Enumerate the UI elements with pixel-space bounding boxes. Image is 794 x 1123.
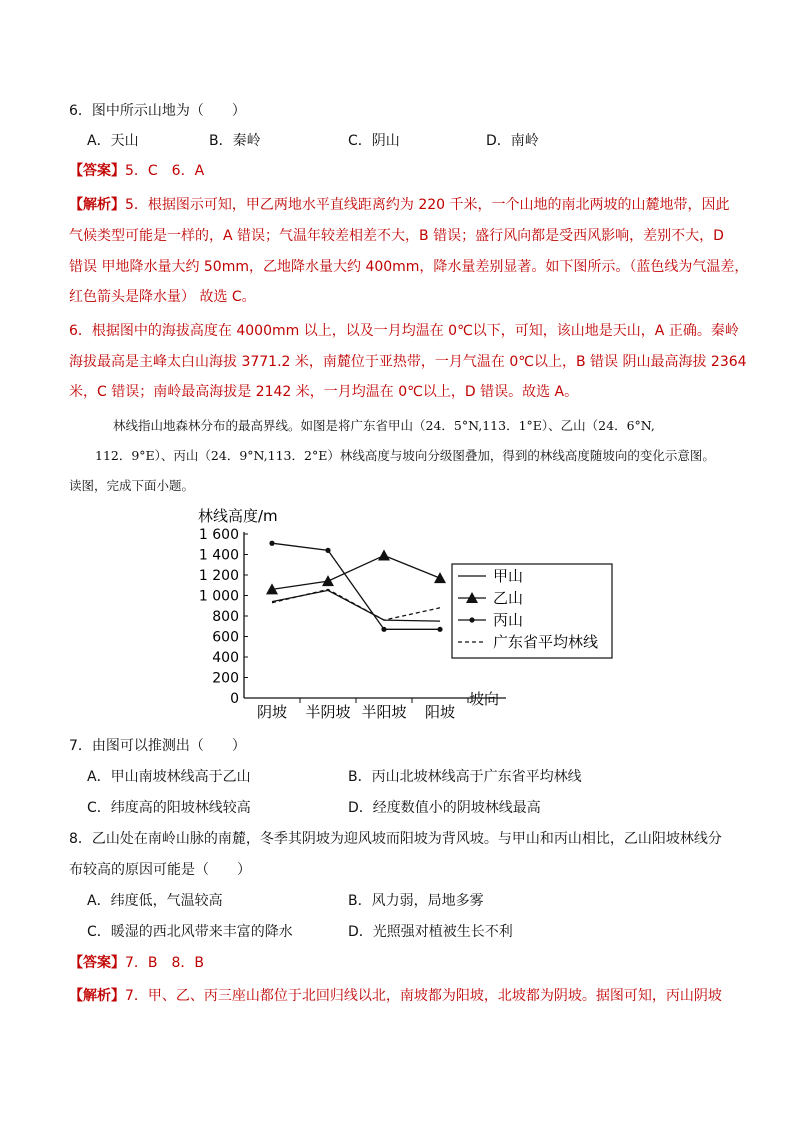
x-tick-label: 阴坡	[256, 703, 288, 721]
y-tick-label: 1 400	[198, 547, 239, 564]
series-line	[272, 590, 440, 621]
question-8-stem-2: 布较高的原因可能是（ ）	[69, 862, 251, 878]
y-tick-label: 1 200	[198, 568, 239, 584]
analysis-tag: 【解析】	[69, 197, 125, 213]
x-tick-label: 半阴坡	[305, 703, 351, 721]
series-line	[272, 556, 440, 590]
q7-option-c: C．纬度高的阳坡林线较高	[87, 800, 251, 816]
legend-label: 乙山	[493, 589, 524, 607]
q7-option-a: A．甲山南坡林线高于乙山	[87, 769, 251, 785]
analysis-line-8: 【解析】7．甲、乙、丙三座山都位于北回归线以北，南坡都为阳坡，北坡都为阴坡。据图可知，丙山阴坡	[69, 988, 722, 1004]
answer-tag-2: 【答案】	[69, 955, 125, 971]
triangle-marker	[378, 550, 390, 561]
q8-option-a: A．纬度低，气温较高	[87, 893, 223, 909]
dot-marker	[381, 627, 386, 632]
answer-text-2: 7．B 8．B	[125, 955, 205, 971]
chart-ylabel: 林线高度/m	[198, 507, 278, 525]
legend-label: 甲山	[493, 567, 524, 585]
dot-marker	[269, 541, 274, 546]
y-tick-label: 0	[230, 691, 239, 707]
intro-line-1: 林线指山地森林分布的最高界线。如图是将广东省甲山（24．5°N,113．1°E）、乙山（24．6°N,	[113, 418, 655, 433]
y-tick-label: 800	[212, 609, 239, 625]
triangle-marker	[322, 575, 334, 586]
q6-option-b: B．秦岭	[209, 133, 261, 149]
legend-label: 广东省平均林线	[493, 633, 599, 651]
analysis-line-4: 红色箭头是降水量） 故选 C。	[69, 289, 256, 305]
intro-line-2: 112．9°E）、丙山（24．9°N,113．2°E）林线高度与坡向分级图叠加，得到的林线高度随坡向的变化示意图。	[95, 448, 715, 463]
dot-marker	[325, 548, 330, 553]
y-tick-label: 400	[212, 650, 239, 666]
intro-line-3: 读图，完成下面小题。	[69, 478, 195, 493]
treeline-chart	[190, 500, 620, 730]
triangle-marker	[434, 572, 446, 583]
question-6-stem: 6．图中所示山地为（ ）	[69, 103, 246, 119]
legend-label: 丙山	[493, 611, 524, 629]
dot-marker	[469, 617, 474, 622]
analysis-line-6: 海拔最高是主峰太白山海拔 3771.2 米，南麓位于亚热带，一月气温在 0℃以上，B 错误 阴山最高海拔 2364	[69, 354, 747, 370]
analysis-line-1: 【解析】5．根据图示可知，甲乙两地水平直线距离约为 220 千米，一个山地的南北两坡的山麓地带，因此	[69, 197, 730, 213]
x-tick-label: 半阳坡	[361, 703, 407, 721]
analysis-line-5: 6．根据图中的海拔高度在 4000mm 以上，以及一月均温在 0℃以下，可知，该山地是天山，A 正确。秦岭	[69, 323, 739, 339]
q6-option-a: A．天山	[87, 133, 139, 149]
analysis-line-3: 错误 甲地降水量大约 50mm，乙地降水量大约 400mm，降水量差别显著。如下图所示。（蓝色线为气温差，	[69, 259, 749, 275]
answer-tag: 【答案】	[69, 163, 125, 179]
analysis-line-7: 米，C 错误；南岭最高海拔是 2142 米，一月均温在 0℃以上，D 错误。故选 A。	[69, 384, 579, 400]
answer-text: 5．C 6．A	[125, 163, 205, 179]
answer-line-2	[69, 953, 204, 973]
y-tick-label: 1 000	[198, 588, 239, 605]
analysis-line-2: 气候类型可能是一样的，A 错误；气温年较差相差不大，B 错误；盛行风向都是受西风影响，差别不大，D	[69, 228, 724, 244]
chart-xlabel: 坡向	[469, 690, 500, 708]
q7-option-d: D．经度数值小的阴坡林线最高	[348, 800, 541, 816]
q8-option-b: B．风力弱，局地多雾	[348, 893, 484, 909]
q7-option-b: B．丙山北坡林线高于广东省平均林线	[348, 769, 582, 785]
y-tick-label: 1 600	[198, 527, 239, 543]
q6-option-c: C．阴山	[348, 133, 400, 149]
q8-option-c: C．暖湿的西北风带来丰富的降水	[87, 924, 293, 940]
q8-option-d: D．光照强对植被生长不利	[348, 924, 513, 940]
dot-marker	[437, 627, 442, 632]
answer-line-1	[69, 161, 204, 181]
q6-option-d: D．南岭	[486, 133, 539, 149]
question-8-stem-1: 8．乙山处在南岭山脉的南麓，冬季其阴坡为迎风坡而阳坡为背风坡。与甲山和丙山相比，乙山阳坡林线分	[69, 831, 722, 847]
analysis-tag-2: 【解析】	[69, 988, 125, 1004]
y-tick-label: 600	[212, 629, 239, 646]
x-tick-label: 阳坡	[424, 703, 456, 721]
question-7-stem: 7．由图可以推测出（ ）	[69, 738, 246, 754]
y-tick-label: 200	[212, 670, 239, 687]
